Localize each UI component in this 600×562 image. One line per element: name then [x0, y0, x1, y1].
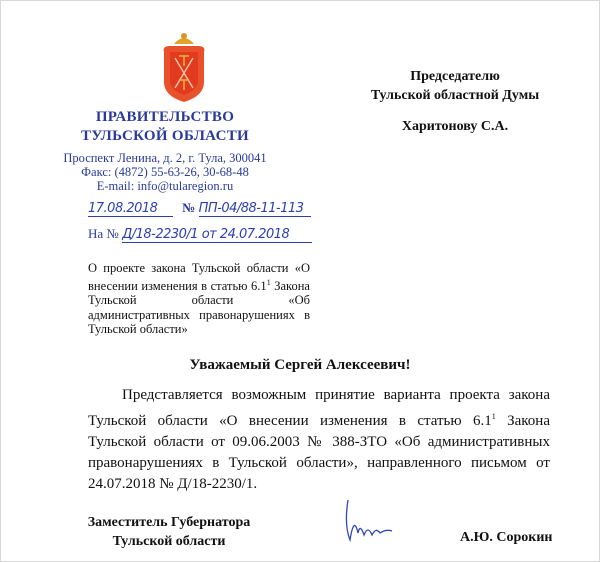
- subject-sup: 1: [266, 277, 271, 287]
- handwritten-signature: [340, 495, 400, 550]
- subject-text-end: Закона Тульской области «Об административных правонарушениях в Тульской области»: [88, 278, 310, 337]
- org-line-1: ПРАВИТЕЛЬСТВО: [95, 109, 235, 125]
- registration-line: [88, 200, 311, 217]
- body-paragraph: [88, 385, 550, 495]
- outgoing-date: 17.08.2018: [88, 201, 173, 217]
- body-sup: 1: [491, 412, 496, 421]
- reply-line: [88, 226, 312, 243]
- greeting: Уважаемый Сергей Алексеевич!: [189, 357, 411, 373]
- recipient-line-2: Тульской областной Думы: [370, 88, 540, 103]
- body-text: Представляется возможным принятие варианта проекта закона Тульской области «О внесении изменения в статью 6.1: [88, 387, 550, 429]
- recipient-name: Харитонову С.А.: [401, 119, 509, 134]
- signatory-name: А.Ю. Сорокин: [460, 530, 553, 545]
- body-text-end: Закона Тульской области от 09.06.2003 № 388-ЗТО «Об административных правонарушениях в Тульской области», направленного письмом от 24.07.2018 № Д/18-2230/1.: [88, 413, 550, 492]
- signatory-position: [84, 513, 254, 551]
- number-label: №: [182, 200, 196, 215]
- position-line-2: Тульской области: [112, 534, 226, 549]
- coat-of-arms-emblem: [160, 30, 208, 104]
- address: Проспект Ленина, д. 2, г. Тула, 300041: [63, 151, 267, 165]
- fax: Факс: (4872) 55-63-26, 30-68-48: [81, 165, 249, 179]
- reply-label: На №: [88, 226, 119, 241]
- position-line-1: Заместитель Губернатора: [87, 515, 251, 530]
- subject: [88, 261, 310, 337]
- subject-text: О проекте закона Тульской области «О внесении изменения в статью 6.1: [88, 261, 310, 293]
- organization-name: [60, 108, 270, 146]
- org-line-2: ТУЛЬСКОЙ ОБЛАСТИ: [81, 128, 249, 144]
- reply-reference: Д/18-2230/1 от 24.07.2018: [122, 227, 312, 243]
- recipient-block: [340, 67, 570, 136]
- contact-block: [40, 151, 290, 193]
- email: E-mail: info@tularegion.ru: [96, 179, 234, 193]
- outgoing-number: ПП-04/88-11-113: [199, 201, 311, 217]
- recipient-line-1: Председателю: [410, 69, 500, 84]
